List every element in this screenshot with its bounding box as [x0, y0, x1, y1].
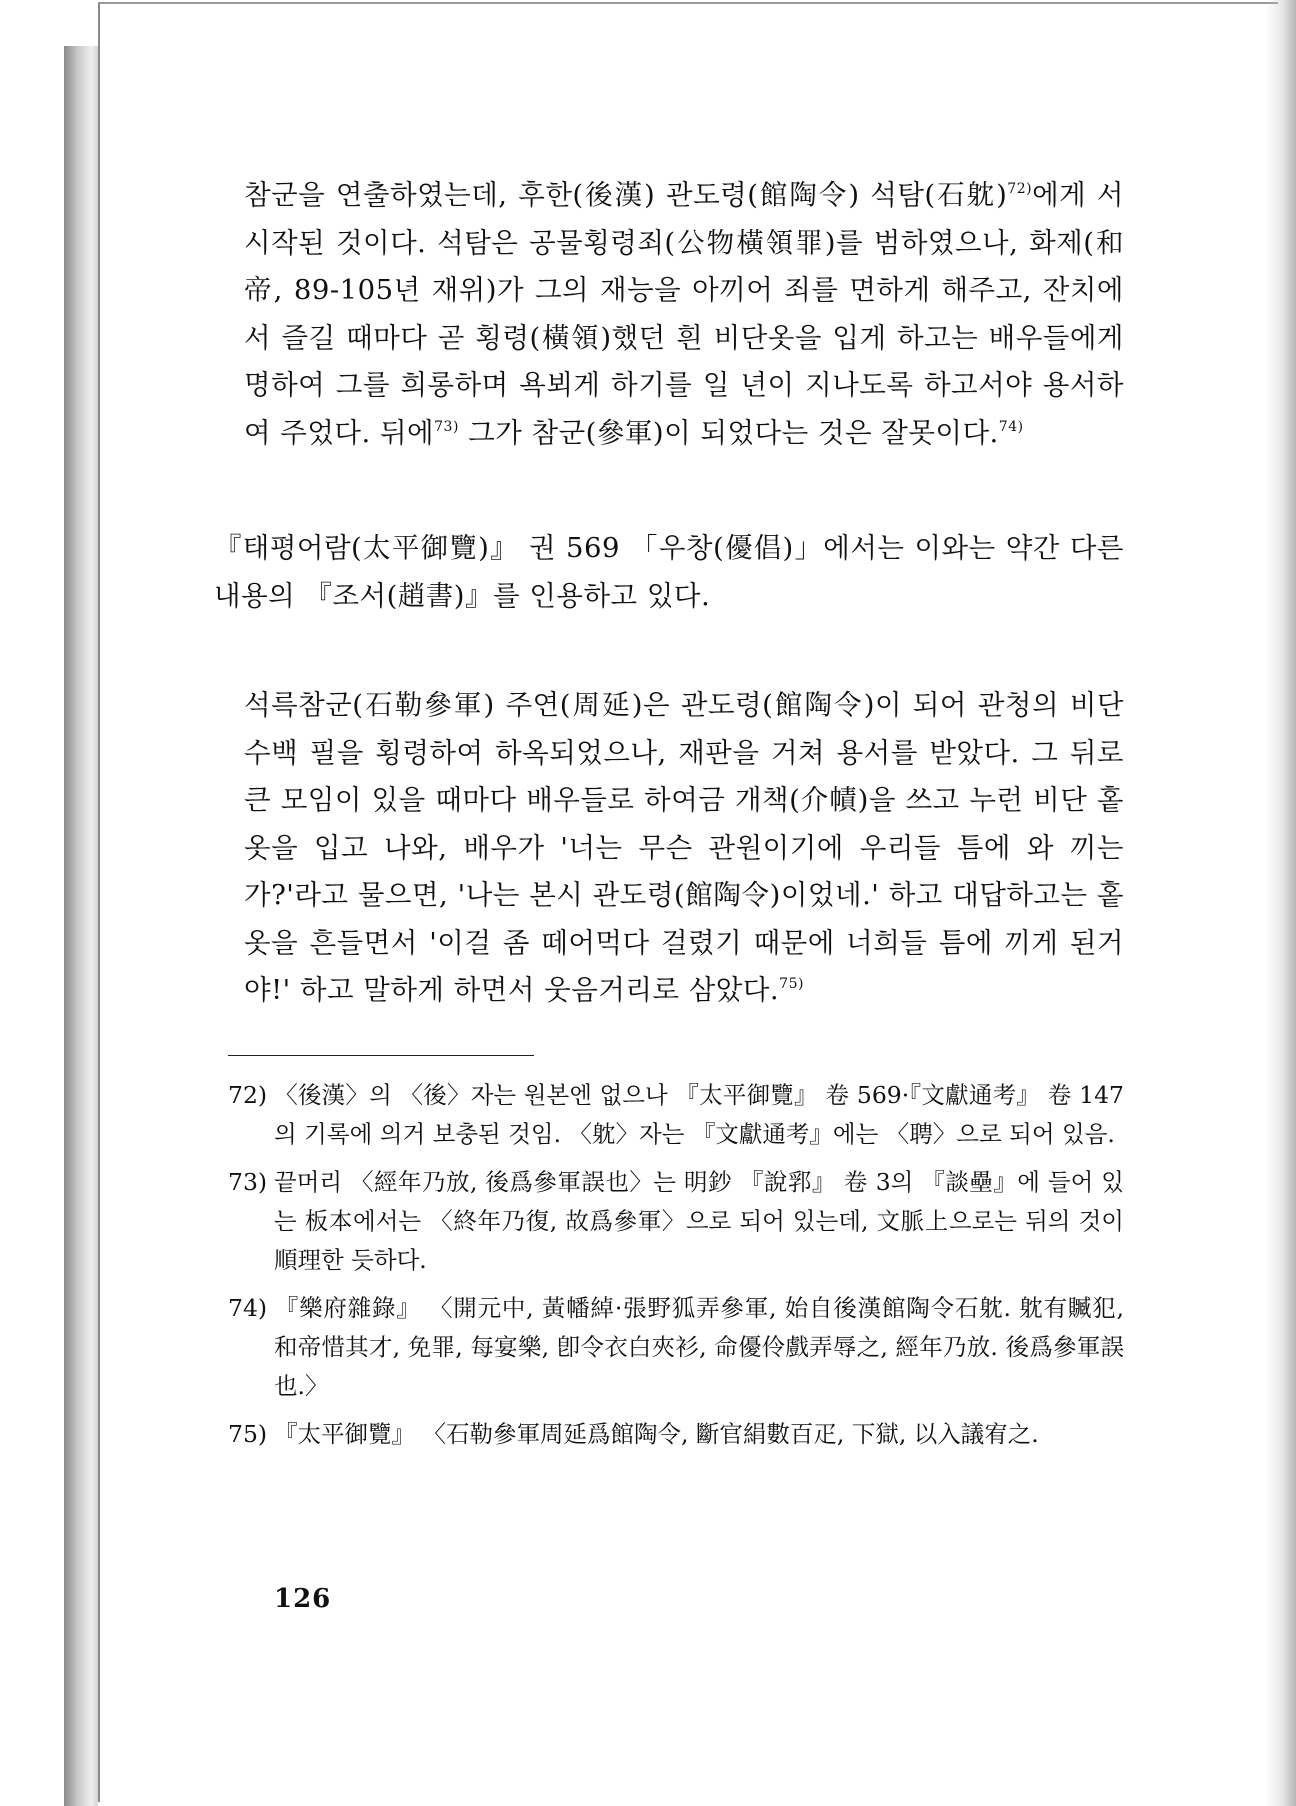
footnotes-section — [228, 1076, 1124, 1454]
footnote-number: 72) — [228, 1080, 268, 1109]
footnote-number: 74) — [228, 1293, 268, 1322]
footnote-divider — [228, 1055, 534, 1056]
page-number: 126 — [274, 1584, 332, 1614]
footnote-text: 〈後漢〉의 〈後〉자는 원본엔 없으나 『太平御覽』 卷 569·『文獻通考』 卷 147의 기록에 의거 보충된 것임. 〈躭〉자는 『文獻通考』에는 〈聘〉으로 되어 있음. — [274, 1080, 1124, 1148]
footnote-ref-73: 73) — [434, 418, 459, 435]
quote1-text-b: 에게 서 시작된 것이다. 석탐은 공물횡령죄(公物橫領罪)를 범하였으나, 화제(和帝, 89-105년 재위)가 그의 재능을 아끼어 죄를 면하게 해주고, 잔치에서 즐길 때마다 곧 횡령(橫領)했던 흰 비단옷을 입게 하고는 배우들에게 명하여 그를 희롱하며 욕뵈게 하기를 일 년이 지나도록 하고서야 용서하여 주었다. 뒤에 — [244, 179, 1124, 449]
footnote-number: 73) — [228, 1167, 268, 1196]
footnote-72 — [228, 1076, 1124, 1154]
quote2-text: 석륵참군(石勒參軍) 주연(周延)은 관도령(館陶令)이 되어 관청의 비단 수백 필을 횡령하여 하옥되었으나, 재판을 거쳐 용서를 받았다. 그 뒤로 큰 모임이 있을 때마다 배우들로 하여금 개책(介幘)을 쓰고 누런 비단 홑옷을 입고 나와, 배우가 '너는 무슨 관원이기에 우리들 틈에 와 끼는가?'라고 물으면, '나는 본시 관도령(館陶令)이었네.' 하고 대답하고는 홑옷을 흔들면서 '이걸 좀 떼어먹다 걸렸기 때문에 너희들 틈에 끼게 된거야!' 하고 말하게 하면서 웃음거리로 삼았다. — [244, 689, 1124, 1006]
book-spine — [64, 46, 98, 1806]
quote-paragraph-1 — [244, 172, 1124, 457]
page-edge-shadow — [1266, 0, 1296, 1806]
footnote-text: 『樂府雜錄』 〈開元中, 黃幡綽·張野狐弄參軍, 始自後漢館陶令石躭. 躭有贓犯, 和帝惜其才, 免罪, 每宴樂, 卽令衣白夾衫, 命優伶戲弄辱之, 經年乃放. 後爲參軍誤也.〉 — [274, 1293, 1124, 1400]
footnote-text: 『太平御覽』 〈石勒參軍周延爲館陶令, 斷官絹數百疋, 下獄, 以入議宥之. — [274, 1419, 1039, 1448]
quote1-text-a: 참군을 연출하였는데, 후한(後漢) 관도령(館陶令) 석탐(石躭) — [244, 179, 1008, 211]
page-content — [214, 172, 1124, 1463]
footnote-ref-75: 75) — [779, 976, 804, 992]
quote1-text-c: 그가 참군(參軍)이 되었다는 것은 잘못이다. — [458, 416, 999, 449]
footnote-74 — [228, 1289, 1124, 1406]
quote-paragraph-2 — [244, 682, 1124, 1015]
intro-paragraph: 『태평어람(太平御覽)』 권 569 「우창(優倡)」에서는 이와는 약간 다른 내용의 『조서(趙書)』를 인용하고 있다. — [214, 532, 1124, 612]
footnote-ref-74: 74) — [998, 418, 1024, 435]
footnote-75 — [228, 1415, 1124, 1454]
footnote-text: 끝머리 〈經年乃放, 後爲參軍誤也〉는 明鈔 『說郛』 卷 3의 『談壘』에 들어 있는 板本에서는 〈終年乃復, 故爲參軍〉으로 되어 있는데, 文脈上으로는 뒤의 것이 順理한 듯하다. — [274, 1167, 1124, 1274]
footnote-number: 75) — [228, 1419, 268, 1448]
footnote-73 — [228, 1163, 1124, 1280]
footnote-ref-72: 72) — [1007, 181, 1033, 197]
